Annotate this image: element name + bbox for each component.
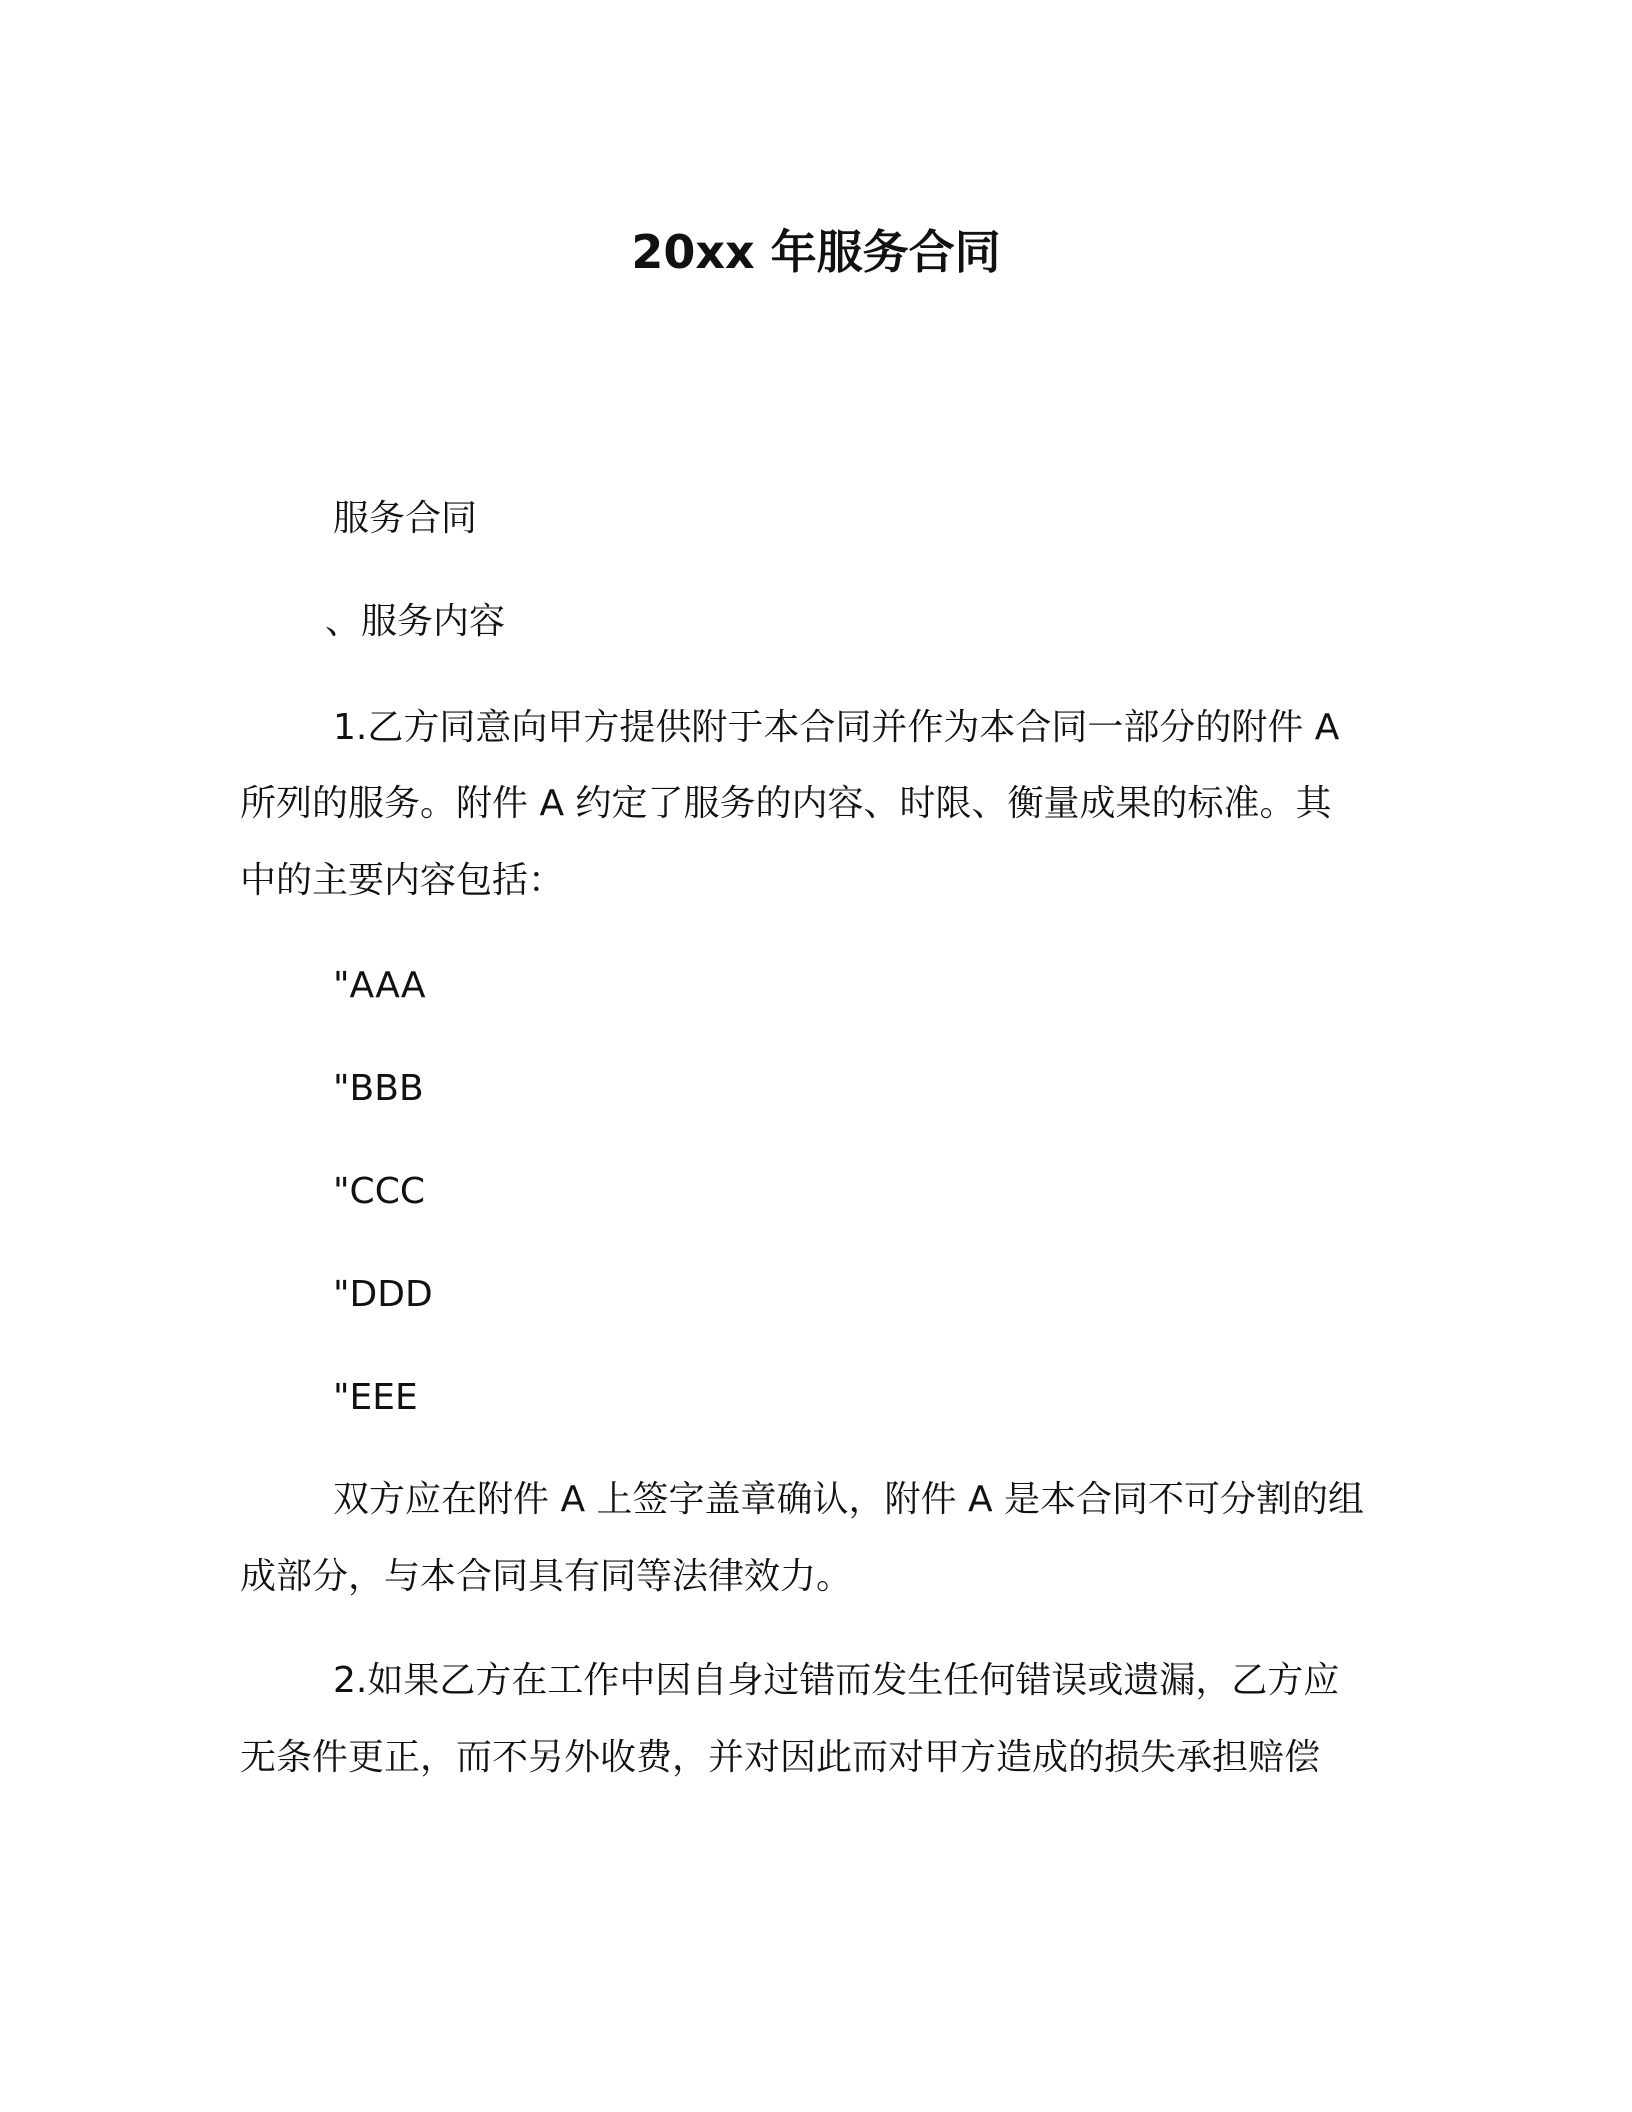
list-item-eee: "EEE (333, 1377, 418, 1418)
contract-heading: 服务合同 (333, 498, 478, 539)
confirmation-line-2: 成部分，与本合同具有同等法律效力。 (240, 1556, 853, 1597)
document-title: 20xx 年服务合同 (631, 225, 1001, 279)
clause1-line-2: 所列的服务。附件 A 约定了服务的内容、时限、衡量成果的标准。其 (240, 783, 1332, 824)
clause1-line-1: 1.乙方同意向甲方提供附于本合同并作为本合同一部分的附件 A (333, 707, 1340, 748)
confirmation-line-1: 双方应在附件 A 上签字盖章确认，附件 A 是本合同不可分割的组 (333, 1479, 1365, 1520)
clause2-line-1: 2.如果乙方在工作中因自身过错而发生任何错误或遗漏，乙方应 (333, 1660, 1340, 1701)
clause2-line-2: 无条件更正，而不另外收费，并对因此而对甲方造成的损失承担赔偿 (240, 1737, 1321, 1778)
list-item-ddd: "DDD (333, 1274, 433, 1315)
clause1-line-3: 中的主要内容包括： (240, 860, 565, 901)
section-title: 、服务内容 (325, 601, 506, 642)
list-item-ccc: "CCC (333, 1171, 425, 1212)
list-item-aaa: "AAA (333, 965, 426, 1006)
list-item-bbb: "BBB (333, 1068, 424, 1109)
